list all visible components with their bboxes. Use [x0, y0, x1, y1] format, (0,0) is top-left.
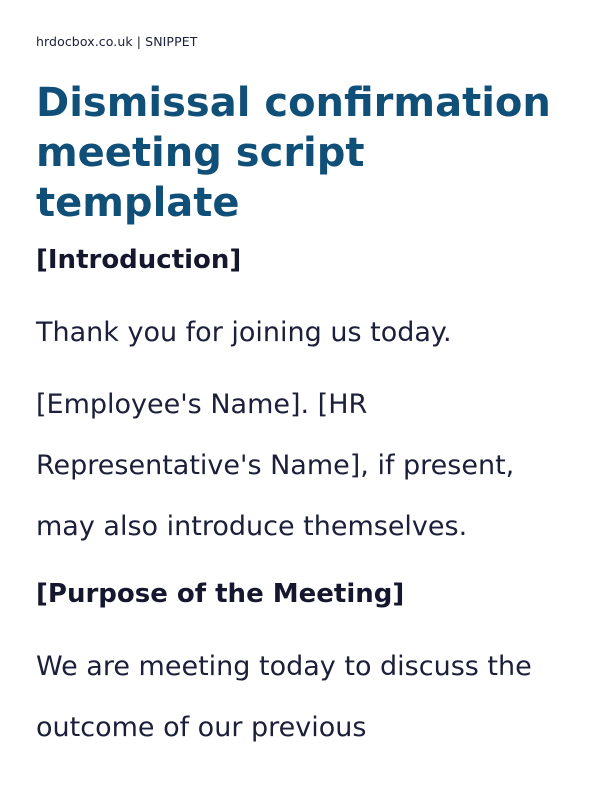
- document-title: Dismissal confirmation meeting script template: [36, 80, 551, 226]
- introduction-paragraph: Thank you for joining us today.: [36, 317, 452, 348]
- purpose-paragraph: We are meeting today to discuss the outcome of our previous: [36, 651, 532, 743]
- section-heading-introduction: [Introduction]: [36, 245, 242, 275]
- introduction-paragraph: [Employee's Name]. [HR Representative's Name], if present, may also introduce themselves.: [36, 389, 515, 542]
- section-heading-purpose: [Purpose of the Meeting]: [36, 579, 405, 609]
- site-label: hrdocbox.co.uk | SNIPPET: [36, 34, 198, 49]
